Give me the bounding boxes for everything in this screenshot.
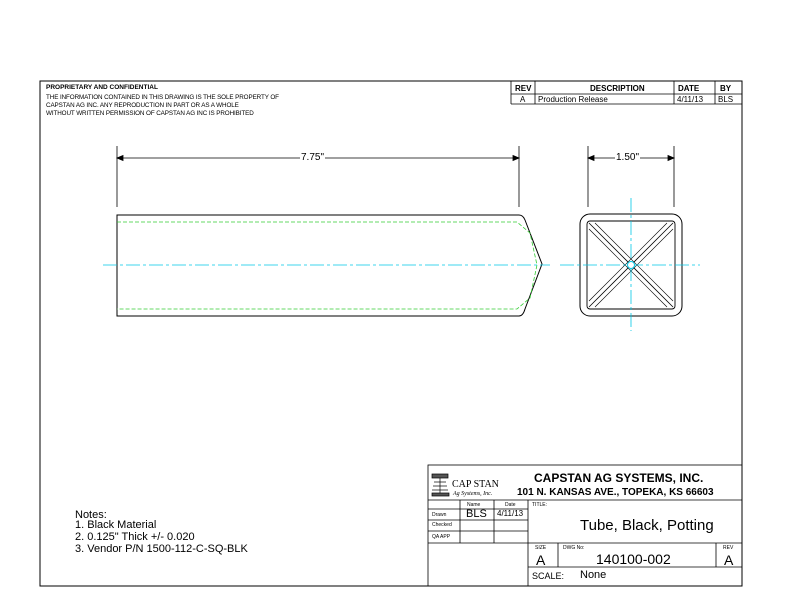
rev-value: A	[724, 552, 734, 568]
capstan-logo-mark	[432, 474, 449, 496]
drawing-title: Tube, Black, Potting	[580, 517, 714, 534]
drawing-number: 140100-002	[596, 551, 671, 567]
col-name-header: Name	[467, 502, 481, 508]
size-label: SIZE	[535, 545, 547, 551]
description-header: DESCRIPTION	[590, 84, 645, 93]
note-item-2: 2. 0.125" Thick +/- 0.020	[75, 531, 195, 543]
rev-row-description: Production Release	[538, 95, 608, 104]
proprietary-heading: PROPRIETARY AND CONFIDENTIAL	[46, 84, 158, 91]
drawn-name: BLS	[466, 508, 487, 520]
notes-heading: Notes:	[75, 509, 107, 521]
rev-header: REV	[515, 84, 532, 93]
rev-row-by: BLS	[718, 95, 734, 104]
size-value: A	[536, 552, 546, 568]
by-header: BY	[720, 84, 732, 93]
col-date-header: Date	[505, 502, 516, 508]
note-item-1: 1. Black Material	[75, 519, 157, 531]
title-label: TITLE:	[532, 502, 548, 508]
row-checked-label: Checked	[432, 522, 452, 528]
scale-label: SCALE:	[532, 571, 565, 581]
company-name: CAPSTAN AG SYSTEMS, INC.	[534, 471, 704, 485]
logo-name: CAP STAN	[452, 479, 499, 490]
logo-subtitle: Ag Systems, Inc.	[453, 491, 493, 497]
rev-row-date: 4/11/13	[677, 95, 704, 104]
tube-side-view	[103, 215, 550, 316]
proprietary-line-1: THE INFORMATION CONTAINED IN THIS DRAWING IS THE SOLE PROPERTY OF	[46, 94, 279, 101]
proprietary-line-2: CAPSTAN AG INC. ANY REPRODUCTION IN PART OR AS A WHOLE	[46, 102, 239, 109]
note-item-3: 3. Vendor P/N 1500-112-C-SQ-BLK	[75, 543, 248, 555]
width-dimension-label: 1.50"	[616, 152, 640, 163]
tube-end-view	[560, 198, 700, 331]
proprietary-line-3: WITHOUT WRITTEN PERMISSION OF CAPSTAN AG INC IS PROHIBITED	[46, 110, 254, 117]
rev-row-rev: A	[520, 95, 526, 104]
length-dimension-label: 7.75"	[301, 152, 325, 163]
drawn-date: 4/11/13	[497, 509, 524, 518]
tube-hidden-lines	[117, 222, 537, 309]
rev-label: REV	[723, 545, 734, 551]
dwg-no-label: DWG No:	[563, 545, 585, 551]
scale-value: None	[580, 569, 607, 581]
tube-outline	[117, 215, 542, 316]
date-header: DATE	[678, 84, 700, 93]
row-qa-label: QA APP	[432, 534, 451, 540]
company-address: 101 N. KANSAS AVE., TOPEKA, KS 66603	[517, 487, 714, 498]
row-drawn-label: Drawn	[432, 512, 447, 518]
end-view-center-mark	[628, 262, 635, 269]
